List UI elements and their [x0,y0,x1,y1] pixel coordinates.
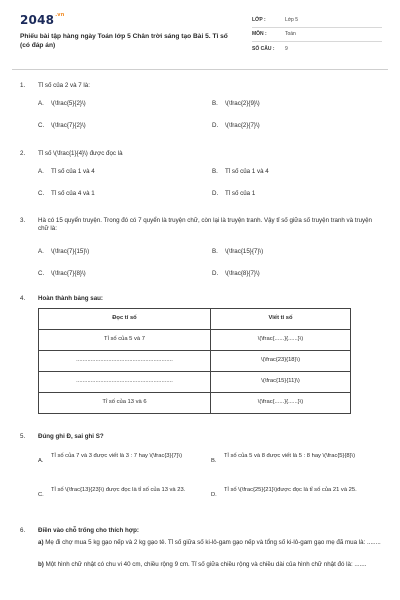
meta-key: SỐ CÂU : [252,45,275,52]
option-label: A. [38,168,44,175]
option-label: A. [38,248,44,255]
q6-part-a [38,538,383,548]
table-header-row [39,309,351,330]
q6-part-b [38,560,383,570]
meta-value: Toán [285,31,296,38]
option-c[interactable] [38,122,86,130]
option-label: A. [38,100,44,107]
option-a[interactable] [38,100,86,108]
part-label: b) [38,561,44,568]
item-text: Tỉ số của 5 và 8 được viết là 5 : 8 hay \(\frac{5}{8}\) [224,453,356,459]
meta-box [252,14,382,56]
option-a[interactable] [38,168,95,176]
option-text: \(\frac{5}{2}\) [51,100,86,107]
column-header: Viết tỉ số [211,309,351,330]
logo-suffix: .vn [55,12,65,18]
option-c[interactable] [38,270,86,278]
question-stem: Hà có 15 quyển truyện. Trong đó có 7 quyển là truyện chữ, còn lại là truyện tranh. Vậy tỉ số giữa số truyện tranh và truyện chữ là: [38,217,373,233]
table-cell-answer[interactable]: ............................................................ [39,372,211,393]
option-text: \(\frac{15}{7}\) [225,248,264,255]
option-label: D. [212,122,219,129]
header-divider [12,69,388,70]
option-c[interactable] [38,190,95,198]
meta-row-class [252,14,382,28]
option-text: Tỉ số của 4 và 1 [51,190,95,197]
item-text: Tỉ số của 7 và 3 được viết là 3 : 7 hay \(\frac{3}{7}\) [51,453,183,459]
option-label: D. [212,270,219,277]
table-cell-answer[interactable]: ............................................................ [39,351,211,372]
option-label: C. [38,122,45,129]
option-text: Tỉ số của 1 và 4 [225,168,269,175]
item-label: C. [38,492,44,498]
question-stem: Hoàn thành bảng sau: [38,295,103,302]
option-text: \(\frac{2}{7}\) [225,122,260,129]
table-cell: \(\frac{23}{18}\) [211,351,351,372]
item-text: Tỉ số \(\frac{13}{23}\) được đọc là tỉ số của 13 và 23. [51,487,186,493]
meta-key: LỚP : [252,17,266,24]
option-label: B. [212,168,218,175]
question-stem: Tỉ số \(\frac{1}{4}\) được đọc là [38,150,123,157]
column-header: Đọc tỉ số [39,309,211,330]
ratio-table [38,308,351,414]
table-cell: \(\frac{15}{11}\) [211,372,351,393]
item-label: B. [211,458,217,464]
option-b[interactable] [212,100,260,108]
item-text: Tỉ số \(\frac{25}{21}\)được đọc là tỉ số của 21 và 25. [224,487,357,493]
item-label: D. [211,492,217,498]
question-number: 5. [20,433,26,440]
logo-text: 2048 [20,13,55,27]
meta-row-subject [252,28,382,42]
option-label: B. [212,100,218,107]
table-cell: Tỉ số của 13 và 6 [39,393,211,414]
option-label: B. [212,248,218,255]
option-text: \(\frac{7}{8}\) [51,270,86,277]
table-cell: Tỉ số của 5 và 7 [39,330,211,351]
part-text: Mẹ đi chợ mua 5 kg gạo nếp và 2 kg gạo tẻ. Tỉ số giữa số ki-lô-gam gạo nếp và tổng số ki-lô-gam gạo mẹ đã mua là: ........ [45,539,381,546]
option-label: D. [212,190,219,197]
option-d[interactable] [212,190,255,198]
question-number: 1. [20,82,26,89]
question-number: 4. [20,295,26,302]
option-text: Tỉ số của 1 và 4 [51,168,95,175]
meta-row-count [252,42,382,56]
meta-value: 9 [285,45,288,52]
site-logo[interactable] [20,12,65,28]
option-text: \(\frac{8}{7}\) [225,270,260,277]
question-stem: Tỉ số của 2 và 7 là: [38,82,90,89]
meta-key: MÔN : [252,31,267,38]
table-cell-answer[interactable]: \(\frac{......}{......}\) [211,330,351,351]
option-a[interactable] [38,248,89,256]
table-row [39,372,351,393]
option-label: C. [38,190,45,197]
question-number: 2. [20,150,26,157]
option-text: \(\frac{7}{15}\) [51,248,90,255]
question-stem: Điền vào chỗ trống cho thích hợp: [38,527,139,534]
question-number: 3. [20,217,26,224]
option-text: \(\frac{2}{9}\) [225,100,260,107]
item-label: A. [38,458,44,464]
option-d[interactable] [212,122,260,130]
option-text: Tỉ số của 1 [225,190,256,197]
table-row [39,330,351,351]
meta-value: Lớp 5 [285,17,299,24]
table-row [39,393,351,414]
option-label: C. [38,270,45,277]
question-stem: Đúng ghi Đ, sai ghi S? [38,433,104,440]
worksheet-header [0,0,400,64]
table-row [39,351,351,372]
option-text: \(\frac{7}{2}\) [51,122,86,129]
option-b[interactable] [212,168,269,176]
part-text: Một hình chữ nhật có chu vi 40 cm, chiều rộng 9 cm. Tỉ số giữa chiều rộng và chiều dài của hình chữ nhật đó là: ....... [45,561,367,568]
option-d[interactable] [212,270,260,278]
question-number: 6. [20,527,26,534]
table-cell-answer[interactable]: \(\frac{......}{......}\) [211,393,351,414]
option-b[interactable] [212,248,263,256]
worksheet-title: Phiếu bài tập hàng ngày Toán lớp 5 Chân trời sáng tạo Bài 5. Tỉ số (có đáp án) [20,33,228,50]
part-label: a) [38,539,44,546]
